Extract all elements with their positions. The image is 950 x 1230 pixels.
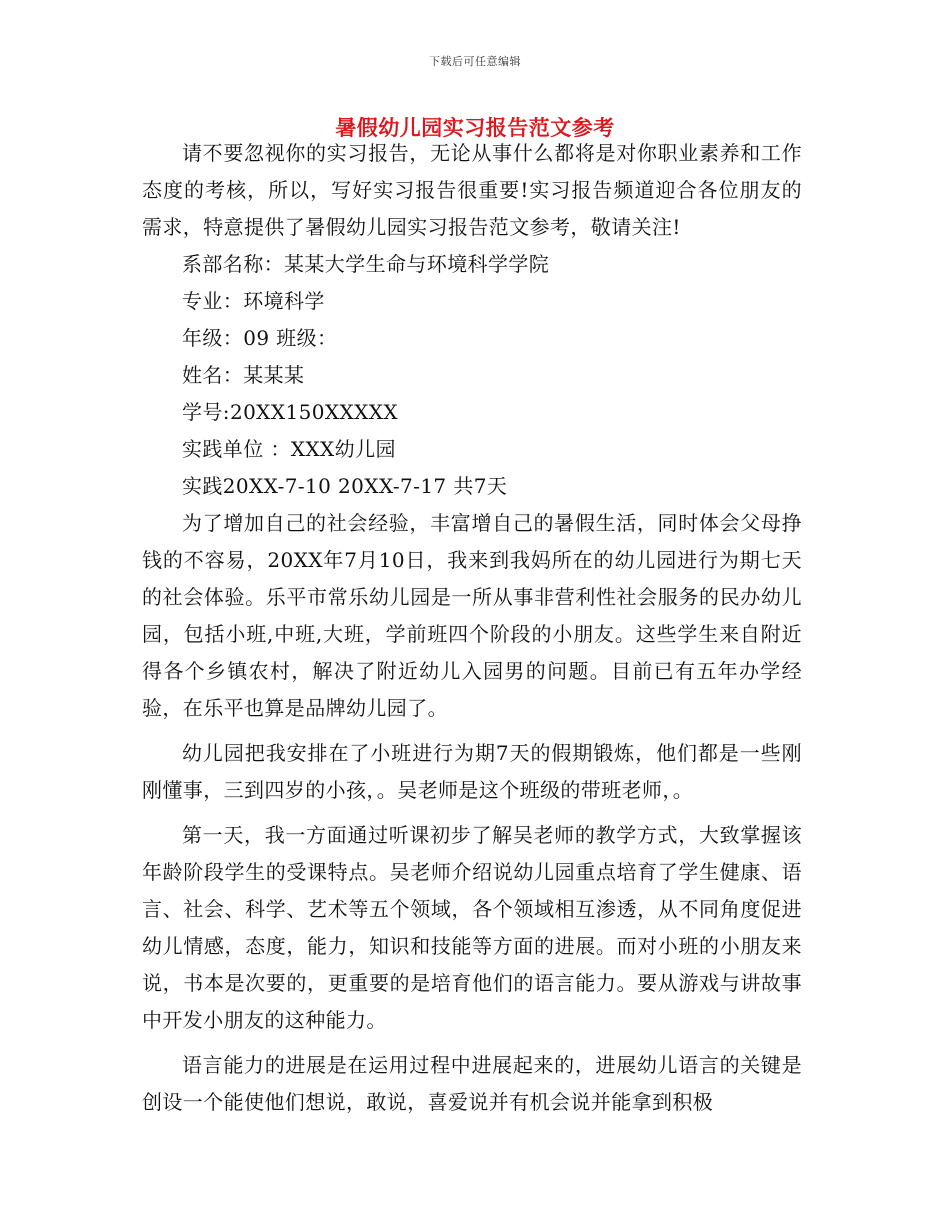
info-period: 实践20XX-7-10 20XX-7-17 共7天 <box>182 474 508 498</box>
document-body <box>142 135 802 1121</box>
info-name: 姓名：某某某 <box>182 363 305 387</box>
document-title: 暑假幼儿园实习报告范文参考 <box>335 115 615 140</box>
body-paragraph: 幼儿园把我安排在了小班进行为期7天的假期锻炼，他们都是一些刚刚懂事，三到四岁的小孩，。吴老师是这个班级的带班老师，。 <box>142 741 802 802</box>
info-major: 专业：环境科学 <box>182 289 325 313</box>
body-paragraph: 第一天，我一方面通过听课初步了解吴老师的教学方式，大致掌握该年龄阶段学生的受课特点。吴老师介绍说幼儿园重点培育了学生健康、语言、社会、科学、艺术等五个领域，各个领域相互渗透，从不同角度促进幼儿情感，态度，能力，知识和技能等方面的进展。而对小班的小朋友来说，书本是次要的，更重要的是培育他们的语言能力。要从游戏与讲故事中开发小朋友的这种能力。 <box>142 823 802 1032</box>
body-paragraph: 语言能力的进展是在运用过程中进展起来的，进展幼儿语言的关键是创设一个能使他们想说，敢说，喜爱说并有机会说并能拿到积极 <box>142 1053 802 1114</box>
info-unit: 实践单位 ：XXX幼儿园 <box>182 437 396 461</box>
intro-paragraph: 请不要忽视你的实习报告，无论从事什么都将是对你职业素养和工作态度的考核，所以，写好实习报告很重要!实习报告频道迎合各位朋友的需求，特意提供了暑假幼儿园实习报告范文参考，敬请关注! <box>142 141 802 239</box>
info-grade: 年级：09 班级： <box>182 326 338 350</box>
info-student-id: 学号:20XX150XXXXX <box>182 400 399 424</box>
body-paragraph: 为了增加自己的社会经验，丰富增自己的暑假生活，同时体会父母挣钱的不容易，20XX年7月10日，我来到我妈所在的幼儿园进行为期七天的社会体验。乐平市常乐幼儿园是一所从事非营利性社会服务的民办幼儿园，包括小班,中班,大班，学前班四个阶段的小朋友。这些学生来自附近得各个乡镇农村，解决了附近幼儿入园男的问题。目前已有五年办学经验，在乐平也算是品牌幼儿园了。 <box>142 511 802 720</box>
header-note: 下载后可任意编辑 <box>429 55 521 68</box>
info-department: 系部名称：某某大学生命与环境科学学院 <box>182 252 550 276</box>
